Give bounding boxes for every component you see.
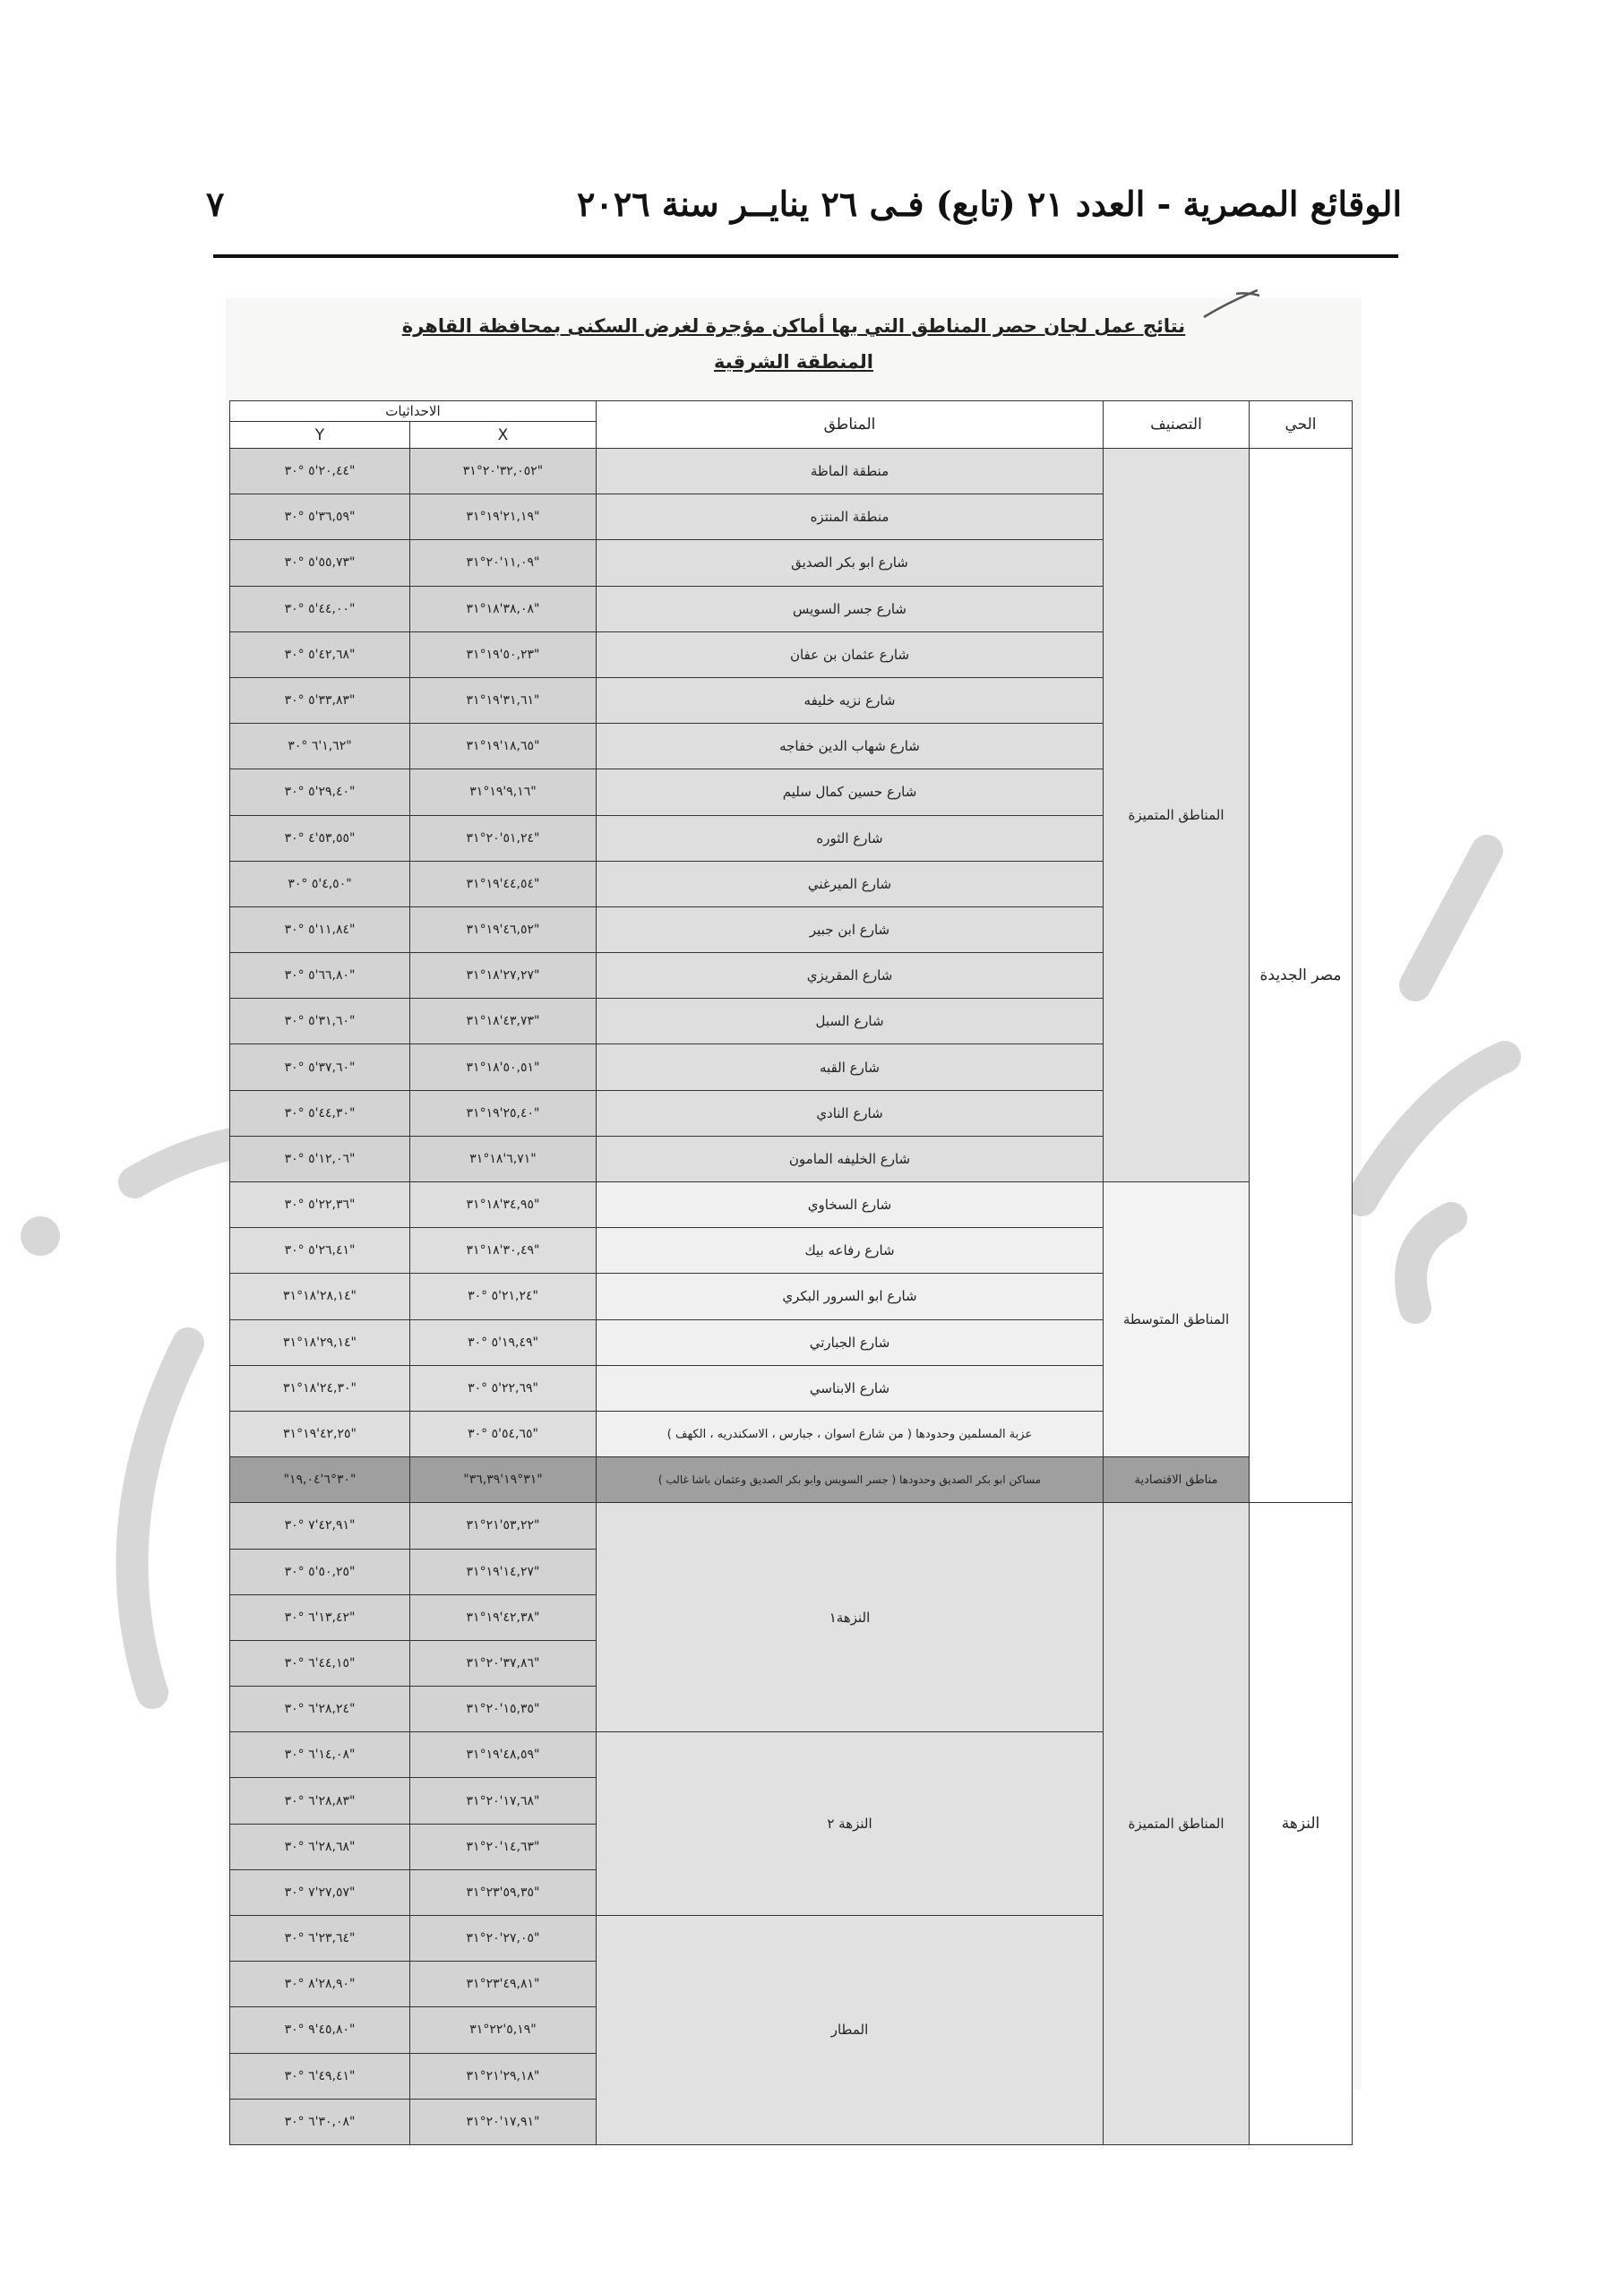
coord-x: "١٩,٤٩'٥ °٣٠ [410, 1319, 597, 1365]
coord-y: "٤٢,٩١'٧ °٣٠ [230, 1503, 410, 1549]
area-cell: شارع السخاوي [597, 1182, 1104, 1228]
coord-x: "٣٨,٠٨'١٨°٣١ [410, 586, 597, 631]
coord-y: "٢٦,٤١'٥ °٣٠ [230, 1228, 410, 1274]
coord-x: "٢٩,١٨'٢١°٣١ [410, 2053, 597, 2099]
coord-y: "٤٩,٤١'٦ °٣٠ [230, 2053, 410, 2099]
coord-x: "١٥,٣٥'٢٠°٣١ [410, 1687, 597, 1732]
area-airport: المطار [597, 1916, 1104, 2145]
header-y: Y [230, 422, 410, 449]
area-cell: منطقة الماظة [597, 449, 1104, 494]
coord-x: "٤٩,٨١'٢٣°٣١ [410, 1962, 597, 2007]
coord-y: "٤٤,٣٠'٥ °٣٠ [230, 1090, 410, 1136]
coord-y: "٥٠,٢٥'٥ °٣٠ [230, 1549, 410, 1594]
area-cell: شارع الخليفه المامون [597, 1136, 1104, 1181]
coord-y: "٤,٥٠'٥ °٣٠ [230, 861, 410, 906]
coord-y: "١١,٨٤'٥ °٣٠ [230, 906, 410, 952]
district-nozha: النزهة [1250, 1503, 1353, 2145]
coord-y: "٣٣,٨٣'٥ °٣٠ [230, 677, 410, 723]
coord-x: "٢١,٢٤'٥ °٣٠ [410, 1274, 597, 1319]
coord-y: "٣٦,٥٩'٥ °٣٠ [230, 494, 410, 540]
header-divider [213, 254, 1398, 258]
area-cell: شارع عثمان بن عفان [597, 631, 1104, 677]
coord-x: "٥١,٢٤'٢٠°٣١ [410, 815, 597, 861]
coord-y: "٤٢,٢٥'١٩°٣١ [230, 1411, 410, 1456]
area-nozha-2: النزهة ٢ [597, 1732, 1104, 1916]
area-cell: شارع ابو بكر الصديق [597, 540, 1104, 586]
area-cell: شارع الثوره [597, 815, 1104, 861]
coord-y: "٣٠,٠٨'٦ °٣٠ [230, 2099, 410, 2144]
coord-y: "٢٨,٦٨'٦ °٣٠ [230, 1824, 410, 1869]
coord-x: "١٨,٦٥'١٩°٣١ [410, 724, 597, 769]
coord-x: "٩,١٦'١٩°٣١ [410, 769, 597, 815]
coord-y: "٢٠,٤٤'٥ °٣٠ [230, 449, 410, 494]
classification-distinguished: المناطق المتميزة [1104, 449, 1250, 1182]
gazette-title: الوقائع المصرية - العدد ٢١ (تابع) فـى ٢٦ ينايــر سنة ٢٠٢٦ [577, 184, 1402, 224]
coord-x: "١٤,٢٧'١٩°٣١ [410, 1549, 597, 1594]
area-cell: شارع الميرغني [597, 861, 1104, 906]
coord-y: "١,٦٢'٦ °٣٠ [230, 724, 410, 769]
coord-y: "٥٣,٥٥'٤ °٣٠ [230, 815, 410, 861]
coord-x: "٣٧,٨٦'٢٠°٣١ [410, 1640, 597, 1686]
document-title: نتائج عمل لجان حصر المناطق التي بها أماكن مؤجرة لغرض السكنى بمحافظة القاهرة [401, 315, 1186, 337]
area-cell: شارع الجبارتي [597, 1319, 1104, 1365]
coord-x: "٥,١٩'٢٢°٣١ [410, 2007, 597, 2053]
coord-x: "٣١,٦١'١٩°٣١ [410, 677, 597, 723]
coord-x: "٤٤,٥٤'١٩°٣١ [410, 861, 597, 906]
classification-economic: مناطق الاقتصادية [1104, 1457, 1250, 1503]
coord-x: "١١,٠٩'٢٠°٣١ [410, 540, 597, 586]
coord-x: "٥٠,٥١'١٨°٣١ [410, 1044, 597, 1090]
coord-y: "١٤,٠٨'٦ °٣٠ [230, 1732, 410, 1778]
coord-x: "٣٤,٩٥'١٨°٣١ [410, 1182, 597, 1228]
coord-x: "٥٠,٢٣'١٩°٣١ [410, 631, 597, 677]
area-nozha-1: النزهة١ [597, 1503, 1104, 1732]
coord-y: "٢٢,٣٦'٥ °٣٠ [230, 1182, 410, 1228]
coord-y: "١٣,٤٢'٦ °٣٠ [230, 1594, 410, 1640]
area-cell: مساكن ابو بكر الصديق وحدودها ( جسر السويس وابو بكر الصديق وعثمان باشا غالب ) [597, 1457, 1104, 1503]
area-cell: منطقة المنتزه [597, 494, 1104, 540]
coord-y: "٢٩,٤٠'٥ °٣٠ [230, 769, 410, 815]
area-cell: شارع النادي [597, 1090, 1104, 1136]
coord-y: "٤٤,١٥'٦ °٣٠ [230, 1640, 410, 1686]
classification-medium: المناطق المتوسطة [1104, 1182, 1250, 1457]
area-cell: شارع رفاعه بيك [597, 1228, 1104, 1274]
coord-y: "٥٥,٧٣'٥ °٣٠ [230, 540, 410, 586]
header-classification: التصنيف [1104, 401, 1250, 449]
coord-x: "٢٥,٤٠'١٩°٣١ [410, 1090, 597, 1136]
coord-y: "٤٢,٦٨'٥ °٣٠ [230, 631, 410, 677]
coord-x: "٢٧,٢٧'١٨°٣١ [410, 953, 597, 999]
area-cell: شارع المقريزي [597, 953, 1104, 999]
watermark-dot [21, 1216, 60, 1256]
coord-x: "٥٤,٦٥'٥ °٣٠ [410, 1411, 597, 1456]
coord-x: "٢١,١٩'١٩°٣١ [410, 494, 597, 540]
area-cell: شارع القبه [597, 1044, 1104, 1090]
coord-x: "٥٩,٣٥'٢٣°٣١ [410, 1869, 597, 1915]
table-row-economic [230, 1457, 1353, 1503]
coord-y: "٢٨,٨٣'٦ °٣٠ [230, 1778, 410, 1824]
coord-x: "١٧,٩١'٢٠°٣١ [410, 2099, 597, 2144]
header-coordinates: الاحداثيات [230, 401, 597, 422]
coord-y: "٤٤,٠٠'٥ °٣٠ [230, 586, 410, 631]
coord-x: "٣٠,٤٩'١٨°٣١ [410, 1228, 597, 1274]
coord-y: "٢٩,١٤'١٨°٣١ [230, 1319, 410, 1365]
coord-x: "١٤,٦٣'٢٠°٣١ [410, 1824, 597, 1869]
area-cell: شارع ابو السرور البكري [597, 1274, 1104, 1319]
district-heliopolis: مصر الجديدة [1250, 449, 1353, 1503]
coord-x: "٢٧,٠٥'٢٠°٣١ [410, 1916, 597, 1962]
coord-y: "٣٧,٦٠'٥ °٣٠ [230, 1044, 410, 1090]
coord-x: "٣١°١٩'٣٦,٣٩" [410, 1457, 597, 1503]
header-areas: المناطق [597, 401, 1104, 449]
coord-y: "٢٣,٦٤'٦ °٣٠ [230, 1916, 410, 1962]
zones-table [229, 400, 1353, 2145]
coord-y: "٢٧,٥٧'٧ °٣٠ [230, 1869, 410, 1915]
coord-x: "١٧,٦٨'٢٠°٣١ [410, 1778, 597, 1824]
table-row [230, 1182, 1353, 1228]
coord-x: "٥٣,٢٢'٢١°٣١ [410, 1503, 597, 1549]
coord-x: "٤٨,٥٩'١٩°٣١ [410, 1732, 597, 1778]
area-cell: شارع جسر السويس [597, 586, 1104, 631]
coord-x: "٦,٧١'١٨°٣١ [410, 1136, 597, 1181]
coord-y: "١٢,٠٦'٥ °٣٠ [230, 1136, 410, 1181]
page-header [206, 184, 1402, 224]
area-cell: شارع ابن جبير [597, 906, 1104, 952]
coord-y: "٤٥,٨٠'٩ °٣٠ [230, 2007, 410, 2053]
coord-x: "٣٢,٠٥٢'٢٠°٣١ [410, 449, 597, 494]
coord-y: "٢٨,٢٤'٦ °٣٠ [230, 1687, 410, 1732]
coord-y: "٦٦,٨٠'٥ °٣٠ [230, 953, 410, 999]
table-row [230, 1503, 1353, 1549]
coord-x: "٤٣,٧٣'١٨°٣١ [410, 999, 597, 1044]
coord-y: "٢٨,٩٠'٨ °٣٠ [230, 1962, 410, 2007]
area-cell: شارع نزيه خليفه [597, 677, 1104, 723]
coord-y: "٢٤,٣٠'١٨°٣١ [230, 1365, 410, 1411]
area-cell: شارع الابناسي [597, 1365, 1104, 1411]
document-subtitle: المنطقة الشرقية [714, 351, 873, 373]
coord-x: "٤٢,٣٨'١٩°٣١ [410, 1594, 597, 1640]
coord-y: "٣٠°٦'١٩,٠٤" [230, 1457, 410, 1503]
table-row [230, 449, 1353, 494]
coord-y: "٣١,٦٠'٥ °٣٠ [230, 999, 410, 1044]
coord-x: "٢٢,٦٩'٥ °٣٠ [410, 1365, 597, 1411]
area-cell: شارع حسين كمال سليم [597, 769, 1104, 815]
area-cell: عزبة المسلمين وحدودها ( من شارع اسوان ، جبارس ، الاسكندريه ، الكهف ) [597, 1411, 1104, 1456]
page-number: ٧ [206, 184, 225, 224]
area-cell: شارع السبل [597, 999, 1104, 1044]
coord-y: "٢٨,١٤'١٨°٣١ [230, 1274, 410, 1319]
coord-x: "٤٦,٥٢'١٩°٣١ [410, 906, 597, 952]
classification-distinguished-nozha: المناطق المتميزة [1104, 1503, 1250, 2145]
header-x: X [410, 422, 597, 449]
area-cell: شارع شهاب الدين خفاجه [597, 724, 1104, 769]
header-district: الحي [1250, 401, 1353, 449]
